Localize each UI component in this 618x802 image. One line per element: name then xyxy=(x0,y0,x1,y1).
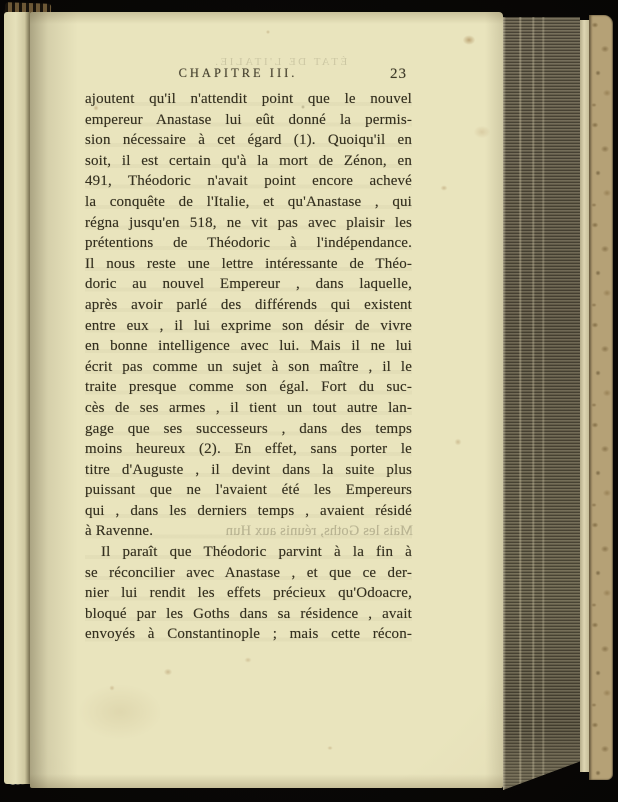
text-line: soit, il est certain qu'à la mort de Zénon, en xyxy=(85,152,412,169)
running-head-row xyxy=(85,66,411,86)
text-line: Il paraît que Théodoric parvint à la fin à xyxy=(101,544,412,561)
text-line: bloqué par les Goths dans sa résidence , avait xyxy=(85,605,412,622)
text-line: ajoutent qu'il n'attendit point que le nouvel xyxy=(85,91,412,107)
text-line: qui , dans les derniers temps , avaient résidé xyxy=(85,502,412,519)
ghost-bleedthrough-line: Mais les Goths, réunis aux Hun xyxy=(225,523,413,539)
facing-page-sliver xyxy=(4,12,30,784)
text-line: moins heureux (2). En effet, sans porter le xyxy=(85,441,412,458)
book-fore-edge xyxy=(503,17,580,790)
marbled-cover-edge xyxy=(589,15,613,780)
text-line: traite presque comme son égal. Fort du suc- xyxy=(85,379,412,396)
text-line: cès de ses armes , il tient un tout autre lan- xyxy=(85,399,412,416)
ghost-running-head: ÉTAT DE L'ITALIE. xyxy=(212,56,348,68)
text-line: sion nécessaire à cet égard (1). Quoiqu'il en xyxy=(85,132,412,149)
page-number: 23 xyxy=(390,66,407,82)
text-line: à Ravenne. xyxy=(85,523,154,540)
text-line: entre eux , il lui exprime son désir de vivre xyxy=(85,317,412,334)
text-line: en bonne intelligence avec lui. Mais il ne lui xyxy=(85,338,412,355)
page-body xyxy=(85,89,412,645)
text-line: empereur Anastase lui eût donné la permis- xyxy=(85,111,412,128)
text-line: prétentions de Théodoric à l'indépendance. xyxy=(85,235,412,252)
cover-inner-edge xyxy=(580,20,589,772)
text-line: titre d'Auguste , il devint dans la suite plus xyxy=(85,461,412,478)
text-line: envoyés à Constantinople ; mais cette récon- xyxy=(85,626,412,643)
text-line: 491, Théodoric n'avait point encore achevé xyxy=(85,173,412,190)
book-page xyxy=(30,12,503,788)
text-line: nier lui rendit les effets précieux qu'Odoacre, xyxy=(85,585,412,602)
text-line: gage que ses successeurs , dans des temps xyxy=(85,420,412,437)
text-line: après avoir parlé des différends qui existent xyxy=(85,296,412,313)
text-line: doric au nouvel Empereur , dans laquelle, xyxy=(85,276,412,293)
text-line: écrit pas comme un sujet à son maître , il le xyxy=(85,358,412,375)
text-line: régna jusqu'en 518, ne vit pas avec plaisir les xyxy=(85,214,412,231)
text-line: Il nous reste une lettre intéressante de Théo- xyxy=(85,255,412,272)
text-line: se réconcilier avec Anastase , et que ce der- xyxy=(85,564,412,581)
text-line: puissant que ne l'avaient été les Empereurs xyxy=(85,482,412,499)
running-head: CHAPITRE III. xyxy=(178,66,298,80)
text-line: la conquête de l'Italie, et qu'Anastase , qui xyxy=(85,193,412,210)
